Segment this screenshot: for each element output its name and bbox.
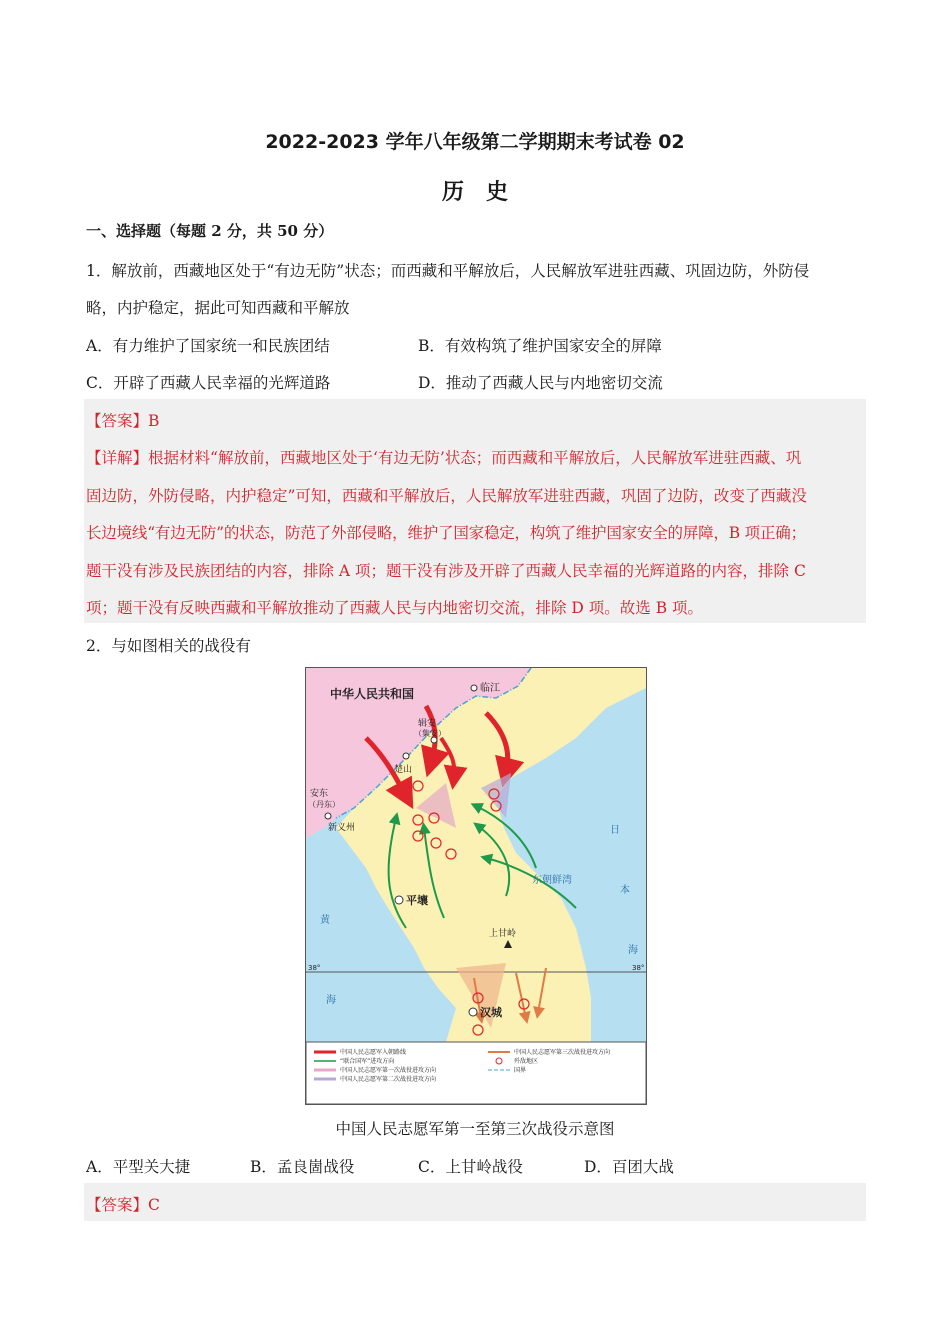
- q1-option-c: C．开辟了西藏人民幸福的光辉道路: [86, 374, 331, 392]
- korean-war-map: [305, 667, 647, 1105]
- q1-detail-line4: 题干没有涉及民族团结的内容，排除 A 项；题干没有涉及开辟了西藏人民幸福的光辉道路的内容，排除 C: [86, 562, 806, 580]
- map-label-pyongyang: 平壤: [406, 894, 428, 907]
- q1-detail-line5: 项；题干没有反映西藏和平解放推动了西藏人民与内地密切交流，排除 D 项。故选 B 项。: [86, 599, 704, 617]
- map-city-seoul: [469, 1008, 477, 1016]
- map-label-east-bay: 东朝鲜湾: [532, 875, 572, 886]
- q1-stem-line1: 1．解放前，西藏地区处于“有边无防”状态；而西藏和平解放后，人民解放军进驻西藏、巩固边防，外防侵: [86, 262, 810, 280]
- map-label-sea-japan-3: 海: [628, 945, 638, 956]
- q2-stem: 2．与如图相关的战役有: [86, 637, 251, 655]
- q2-answer-label: 【答案】: [86, 1196, 149, 1214]
- map-label-jian-alt: （集安）: [414, 729, 446, 738]
- map-label-chushan: 楚山: [394, 765, 413, 775]
- map-city-linjiang: [471, 685, 477, 691]
- q1-detail-line2: 固边防，外防侵略，内护稳定”可知，西藏和平解放后，人民解放军进驻西藏，巩固了边防，改变了西藏没: [86, 487, 807, 505]
- q1-stem-line2: 略，内护稳定，据此可知西藏和平解放: [86, 299, 350, 317]
- q2-map-caption: 中国人民志愿军第一至第三次战役示意图: [335, 1120, 615, 1138]
- q1-answer-box: [84, 399, 866, 623]
- q2-answer: [86, 1193, 160, 1215]
- legend-first: 中国人民志愿军第一次战役进攻方向: [340, 1067, 437, 1074]
- map-label-sea-japan-2: 本: [620, 885, 630, 896]
- q1-detail-line1: 【详解】根据材料“解放前，西藏地区处于‘有边无防’状态；而西藏和平解放后，人民解放军进驻西藏、巩: [86, 449, 802, 467]
- q1-option-b: B．有效构筑了维护国家安全的屏障: [418, 337, 662, 355]
- map-label-andong: 安东: [310, 789, 329, 799]
- q1-detail-label: 【详解】: [86, 449, 149, 467]
- map-city-andong: [325, 813, 331, 819]
- q2-option-d: D．百团大战: [584, 1158, 674, 1176]
- exam-title: 2022-2023 学年八年级第二学期期末考试卷 02: [265, 131, 685, 153]
- q2-option-c: C．上甘岭战役: [418, 1158, 523, 1176]
- legend-border: 国界: [514, 1067, 527, 1074]
- map-label-jian: 辑安: [418, 719, 437, 729]
- legend-route: 中国人民志愿军入朝路线: [340, 1049, 407, 1056]
- q1-detail-line3: 长边境线“有边无防”的状态，防范了外部侵略，维护了国家稳定，构筑了维护国家安全的屏障，B 项正确；: [86, 524, 806, 542]
- map-label-yellow-sea-1: 黄: [320, 915, 330, 926]
- q1-option-a: A．有力维护了国家统一和民族团结: [86, 337, 330, 355]
- map-label-38-right: 38°: [632, 964, 645, 972]
- q1-answer-label: 【答案】: [86, 412, 149, 430]
- q2-option-b: B．孟良崮战役: [250, 1158, 355, 1176]
- q1-option-d: D．推动了西藏人民与内地密切交流: [418, 374, 663, 392]
- exam-subject: 历史: [441, 180, 530, 205]
- map-label-linjiang: 临江: [480, 683, 500, 694]
- map-label-sea-japan-1: 日: [610, 825, 620, 836]
- map-country-label: 中华人民共和国: [330, 687, 415, 701]
- legend-un: “联合国军”进攻方向: [340, 1058, 395, 1065]
- legend-second: 中国人民志愿军第二次战役进攻方向: [340, 1076, 437, 1083]
- legend-annihilation: 歼敌地区: [514, 1058, 539, 1065]
- q1-answer-value: B: [148, 412, 160, 430]
- map-label-38-left: 38°: [308, 964, 321, 972]
- map-city-pyongyang: [395, 896, 403, 904]
- q1-answer: [86, 409, 159, 431]
- map-label-seoul: 汉城: [480, 1006, 502, 1019]
- q2-option-a: A．平型关大捷: [86, 1158, 191, 1176]
- map-label-yellow-sea-2: 海: [326, 995, 336, 1006]
- q2-answer-value: C: [148, 1196, 160, 1214]
- legend-third: 中国人民志愿军第三次战役进攻方向: [514, 1049, 611, 1056]
- map-city-chushan: [403, 753, 409, 759]
- q2-answer-box: [84, 1183, 866, 1221]
- map-label-andong-alt: （丹东）: [308, 800, 340, 809]
- section-heading: 一、选择题（每题 2 分，共 50 分）: [86, 222, 334, 240]
- map-label-shangganling: 上甘岭: [489, 929, 517, 939]
- map-label-xinyizhou: 新义州: [328, 823, 356, 833]
